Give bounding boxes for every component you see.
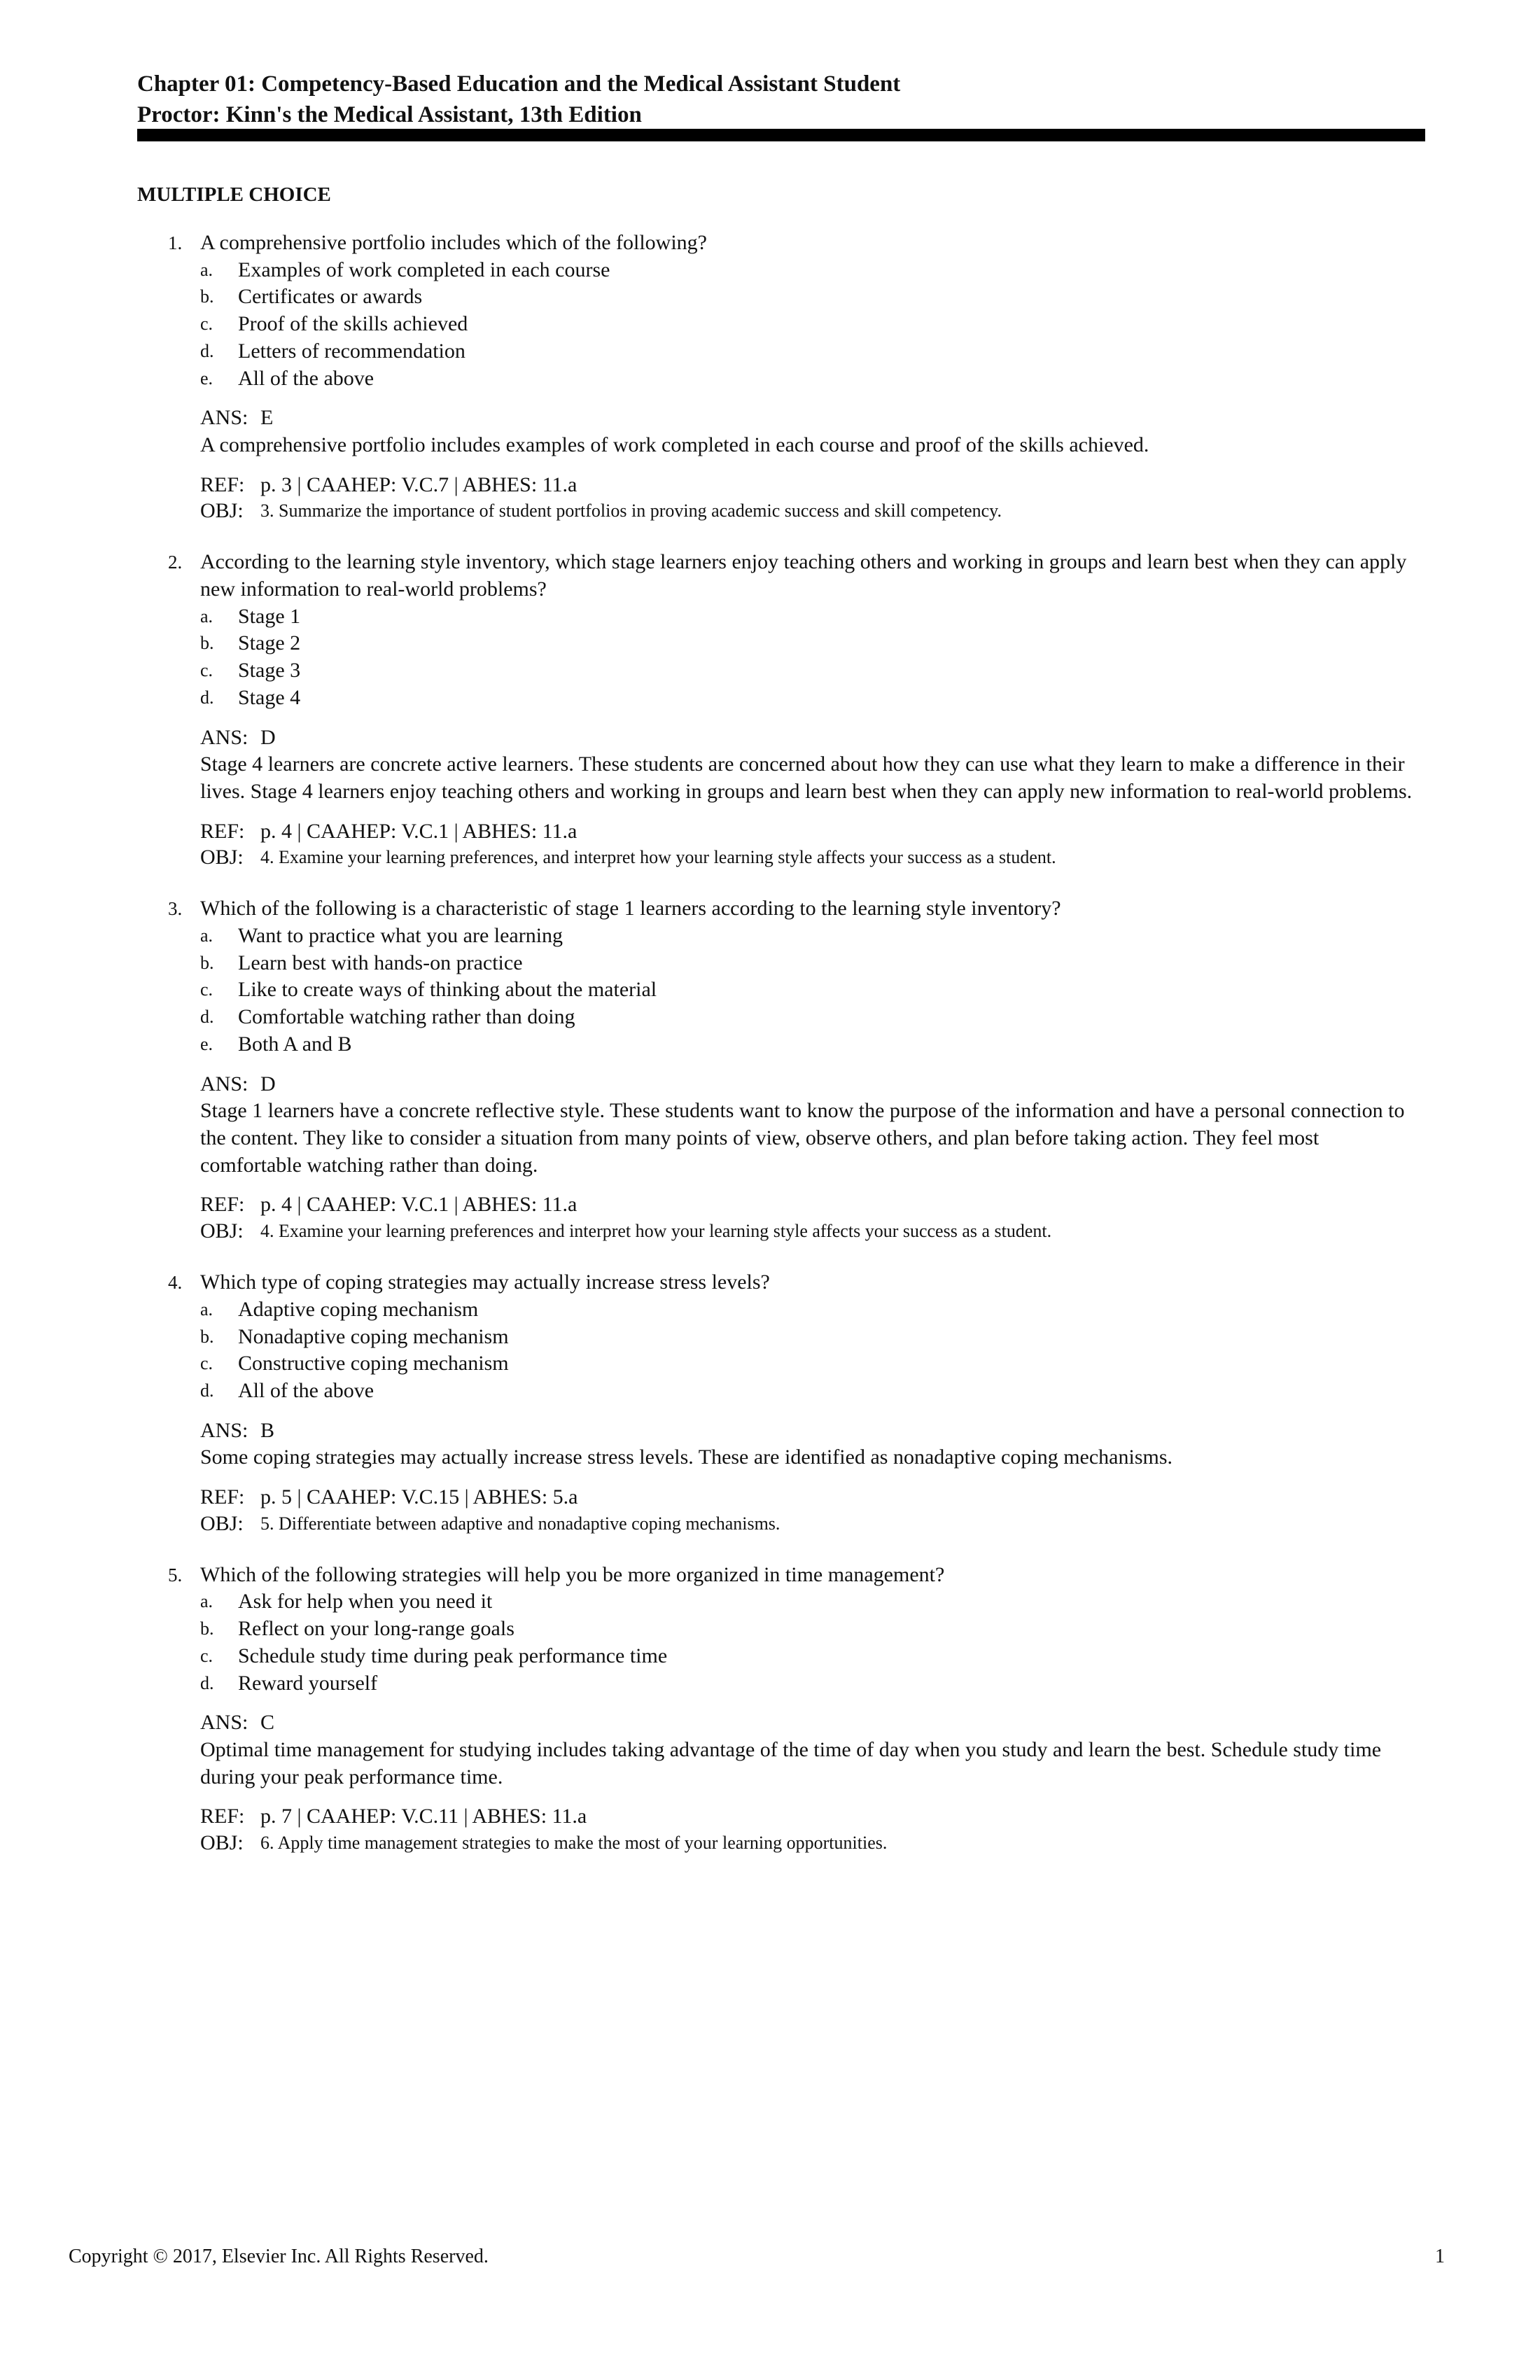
choice-letter: c. bbox=[200, 979, 214, 1000]
choice-text: All of the above bbox=[238, 366, 374, 390]
question-number: 4. bbox=[168, 1272, 183, 1294]
choice-text: Reward yourself bbox=[238, 1671, 378, 1695]
answer-choice bbox=[200, 630, 1425, 657]
choice-letter: d. bbox=[200, 1672, 214, 1693]
question-text: Which of the following strategies will help you be more organized in time management? bbox=[200, 1562, 945, 1586]
header-rule bbox=[137, 129, 1425, 141]
answer-value: D bbox=[260, 1072, 276, 1096]
answer-choice bbox=[200, 603, 1425, 631]
answer-choice bbox=[200, 1616, 1425, 1643]
choice-text: Like to create ways of thinking about the material bbox=[238, 978, 657, 1002]
choice-letter: d. bbox=[200, 687, 214, 708]
objective-text: 4. Examine your learning preferences, and interpret how your learning style affects your success as a student. bbox=[260, 847, 1056, 868]
rationale-text: A comprehensive portfolio includes examples of work completed in each course and proof of the skills achieved. bbox=[200, 433, 1149, 456]
reference-text: p. 3 | CAAHEP: V.C.7 | ABHES: 11.a bbox=[260, 472, 578, 496]
reference-line bbox=[200, 1484, 1425, 1511]
question-number: 5. bbox=[168, 1564, 183, 1586]
question-number: 1. bbox=[168, 232, 183, 253]
answer-line bbox=[200, 724, 1425, 752]
answer-choice bbox=[200, 1588, 1425, 1616]
choice-text: Comfortable watching rather than doing bbox=[238, 1005, 575, 1029]
choice-letter: b. bbox=[200, 952, 214, 973]
question-number: 3. bbox=[168, 898, 183, 920]
choice-text: Adaptive coping mechanism bbox=[238, 1297, 479, 1321]
choice-letter: b. bbox=[200, 633, 214, 654]
objective-line bbox=[200, 845, 1425, 870]
answer-choice bbox=[200, 365, 1425, 393]
answer-choice bbox=[200, 657, 1425, 685]
choice-letter: b. bbox=[200, 1326, 214, 1347]
reference-text: p. 4 | CAAHEP: V.C.1 | ABHES: 11.a bbox=[260, 1193, 578, 1217]
choice-letter: a. bbox=[200, 606, 214, 626]
answer-choice bbox=[200, 1378, 1425, 1405]
question-list bbox=[137, 181, 1425, 1881]
reference-label: REF: bbox=[200, 1485, 245, 1509]
choice-text: Schedule study time during peak performance time bbox=[238, 1644, 668, 1667]
choice-text: Learn best with hands-on practice bbox=[238, 951, 523, 974]
reference-label: REF: bbox=[200, 1805, 245, 1828]
objective-text: 5. Differentiate between adaptive and nonadaptive coping mechanisms. bbox=[260, 1513, 780, 1534]
choice-letter: c. bbox=[200, 1645, 214, 1666]
document-header bbox=[137, 69, 1425, 130]
choice-letter: a. bbox=[200, 259, 214, 280]
choice-letter: a. bbox=[200, 925, 214, 946]
choice-letter: d. bbox=[200, 1380, 214, 1401]
choice-letter: b. bbox=[200, 1618, 214, 1639]
choice-letter: a. bbox=[200, 1298, 214, 1320]
objective-line bbox=[200, 498, 1425, 524]
answer-choice bbox=[200, 1296, 1425, 1324]
answer-value: E bbox=[260, 406, 274, 430]
reference-label: REF: bbox=[200, 819, 245, 843]
choice-text: Proof of the skills achieved bbox=[238, 312, 468, 336]
book-title: Proctor: Kinn's the Medical Assistant, 13th Edition bbox=[137, 102, 642, 127]
answer-choice bbox=[200, 1324, 1425, 1351]
objective-line bbox=[200, 1830, 1425, 1856]
question-number: 2. bbox=[168, 552, 183, 573]
chapter-title: Chapter 01: Competency-Based Education and the Medical Assistant Student bbox=[137, 71, 901, 97]
answer-line bbox=[200, 1418, 1425, 1445]
objective-line bbox=[200, 1219, 1425, 1244]
objective-text: 6. Apply time management strategies to make the most of your learning opportunities. bbox=[260, 1833, 888, 1854]
choice-letter: e. bbox=[200, 1033, 214, 1054]
question-item bbox=[137, 895, 1425, 1244]
section-title: MULTIPLE CHOICE bbox=[137, 183, 331, 206]
choice-letter: a. bbox=[200, 1591, 214, 1612]
question-item bbox=[137, 1562, 1425, 1856]
reference-line bbox=[200, 1191, 1425, 1219]
choice-text: Stage 3 bbox=[238, 659, 301, 682]
choice-letter: e. bbox=[200, 368, 214, 388]
answer-line bbox=[200, 1709, 1425, 1737]
choice-letter: c. bbox=[200, 1353, 214, 1374]
answer-choice bbox=[200, 1670, 1425, 1698]
answer-value: B bbox=[260, 1418, 275, 1442]
reference-text: p. 5 | CAAHEP: V.C.15 | ABHES: 5.a bbox=[260, 1485, 578, 1509]
answer-label: ANS: bbox=[200, 1418, 248, 1442]
answer-choice bbox=[200, 976, 1425, 1004]
objective-label: OBJ: bbox=[200, 1219, 244, 1243]
answer-label: ANS: bbox=[200, 1072, 248, 1096]
objective-label: OBJ: bbox=[200, 846, 244, 869]
page-number: 1 bbox=[1435, 2246, 1445, 2267]
rationale-text: Stage 4 learners are concrete active learners. These students are concerned about how they can use what they learn to make a difference in their lives. Stage 4 learners enjoy teaching others and working in groups and learn best when they can apply new information to real-world problems. bbox=[200, 752, 1413, 803]
choice-text: Certificates or awards bbox=[238, 285, 423, 309]
choice-text: Examples of work completed in each course bbox=[238, 258, 610, 281]
answer-choice bbox=[200, 950, 1425, 977]
answer-label: ANS: bbox=[200, 725, 248, 749]
rationale-text: Some coping strategies may actually increase stress levels. These are identified as nonadaptive coping mechanisms. bbox=[200, 1446, 1173, 1469]
question-text: According to the learning style inventory, which stage learners enjoy teaching others and working in groups and learn best when they can apply new information to real-world problems? bbox=[200, 550, 1407, 601]
question-text: A comprehensive portfolio includes which of the following? bbox=[200, 231, 707, 254]
rationale-text: Stage 1 learners have a concrete reflective style. These students want to know the purpose of the information and have a personal connection to the content. They like to consider a situation from many points of view, observe others, and plan before taking action. They feel most comfortable watching rather than doing. bbox=[200, 1099, 1405, 1177]
answer-choice bbox=[200, 1004, 1425, 1031]
choice-letter: c. bbox=[200, 314, 214, 335]
question-item bbox=[137, 549, 1425, 870]
choice-letter: d. bbox=[200, 1007, 214, 1028]
answer-choice bbox=[200, 923, 1425, 950]
rationale-text: Optimal time management for studying includes taking advantage of the time of day when you study and learn the best. Schedule study time during your peak performance time. bbox=[200, 1737, 1382, 1788]
question-text: Which of the following is a characteristic of stage 1 learners according to the learning style inventory? bbox=[200, 897, 1061, 920]
choice-text: Ask for help when you need it bbox=[238, 1590, 493, 1614]
answer-choice bbox=[200, 338, 1425, 365]
choice-text: Stage 4 bbox=[238, 685, 301, 709]
copyright-notice: Copyright © 2017, Elsevier Inc. All Rights Reserved. bbox=[69, 2246, 489, 2267]
objective-text: 4. Examine your learning preferences and interpret how your learning style affects your success as a student. bbox=[260, 1221, 1052, 1242]
question-item bbox=[137, 1269, 1425, 1536]
answer-line bbox=[200, 405, 1425, 432]
reference-label: REF: bbox=[200, 472, 245, 496]
answer-choice bbox=[200, 311, 1425, 338]
question-item bbox=[137, 230, 1425, 524]
answer-line bbox=[200, 1071, 1425, 1098]
objective-label: OBJ: bbox=[200, 499, 244, 523]
choice-letter: d. bbox=[200, 340, 214, 361]
answer-choice bbox=[200, 257, 1425, 284]
answer-value: D bbox=[260, 725, 276, 749]
answer-choice bbox=[200, 1643, 1425, 1670]
choice-text: Reflect on your long-range goals bbox=[238, 1617, 514, 1641]
reference-text: p. 7 | CAAHEP: V.C.11 | ABHES: 11.a bbox=[260, 1805, 587, 1828]
reference-line bbox=[200, 818, 1425, 846]
choice-text: Both A and B bbox=[238, 1032, 352, 1056]
objective-line bbox=[200, 1511, 1425, 1536]
answer-label: ANS: bbox=[200, 1711, 248, 1735]
reference-line bbox=[200, 1803, 1425, 1830]
objective-text: 3. Summarize the importance of student portfolios in proving academic success and skill competency. bbox=[260, 500, 1002, 522]
reference-label: REF: bbox=[200, 1193, 245, 1217]
choice-text: Letters of recommendation bbox=[238, 339, 465, 363]
choice-text: Constructive coping mechanism bbox=[238, 1352, 509, 1376]
answer-choice bbox=[200, 284, 1425, 311]
choice-letter: b. bbox=[200, 286, 214, 307]
choice-text: Nonadaptive coping mechanism bbox=[238, 1324, 509, 1348]
choice-text: All of the above bbox=[238, 1378, 374, 1402]
choice-text: Stage 2 bbox=[238, 631, 301, 655]
answer-choice bbox=[200, 1350, 1425, 1378]
objective-label: OBJ: bbox=[200, 1831, 244, 1855]
choice-text: Stage 1 bbox=[238, 604, 301, 628]
choice-text: Want to practice what you are learning bbox=[238, 924, 564, 948]
reference-line bbox=[200, 472, 1425, 499]
objective-label: OBJ: bbox=[200, 1511, 244, 1535]
answer-choice bbox=[200, 685, 1425, 712]
answer-choice bbox=[200, 1031, 1425, 1058]
question-text: Which type of coping strategies may actually increase stress levels? bbox=[200, 1270, 770, 1294]
reference-text: p. 4 | CAAHEP: V.C.1 | ABHES: 11.a bbox=[260, 819, 578, 843]
answer-value: C bbox=[260, 1711, 275, 1735]
answer-label: ANS: bbox=[200, 406, 248, 430]
choice-letter: c. bbox=[200, 660, 214, 681]
